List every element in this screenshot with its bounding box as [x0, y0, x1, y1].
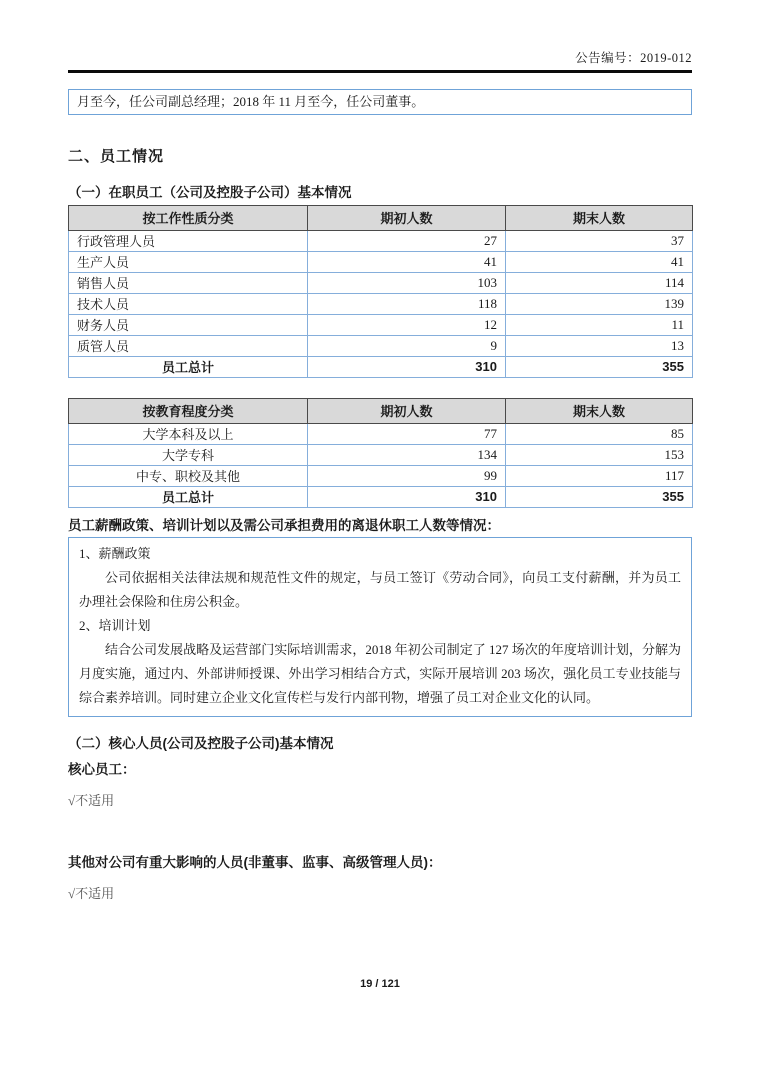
table-row	[69, 272, 693, 293]
begin-count: 12	[308, 314, 506, 335]
core-staff-not-applicable: √不适用	[68, 792, 115, 808]
begin-count: 41	[308, 251, 506, 272]
job-category: 销售人员	[69, 272, 308, 293]
total-label: 员工总计	[69, 356, 308, 377]
bio-continuation-text: 月至今，任公司副总经理；2018 年 11 月至今，任公司董事。	[77, 93, 425, 109]
end-count: 41	[506, 251, 693, 272]
column-header-end-count: 期末人数	[506, 398, 693, 423]
end-count: 139	[506, 293, 693, 314]
total-end-count: 355	[506, 356, 693, 377]
end-count: 114	[506, 272, 693, 293]
bio-continuation-box	[68, 89, 692, 115]
column-header-begin-count: 期初人数	[308, 398, 506, 423]
end-count: 117	[506, 465, 693, 486]
other-staff-label: 其他对公司有重大影响的人员(非董事、监事、高级管理人员)：	[68, 854, 442, 870]
total-begin-count: 310	[308, 486, 506, 507]
column-header-education-category: 按教育程度分类	[69, 398, 308, 423]
table-row	[69, 230, 693, 251]
begin-count: 27	[308, 230, 506, 251]
column-header-job-category: 按工作性质分类	[69, 205, 308, 230]
education-category: 中专、职校及其他	[69, 465, 308, 486]
policy-box	[68, 537, 692, 717]
column-header-end-count: 期末人数	[506, 205, 693, 230]
job-category: 技术人员	[69, 293, 308, 314]
table-row	[69, 465, 693, 486]
end-count: 37	[506, 230, 693, 251]
education-category: 大学专科	[69, 444, 308, 465]
begin-count: 77	[308, 423, 506, 444]
core-staff-label: 核心员工：	[68, 761, 136, 777]
end-count: 85	[506, 423, 693, 444]
subsection-title-active-employees: （一）在职员工（公司及控股子公司）基本情况	[68, 184, 352, 200]
section-title-employees: 二、员工情况	[68, 147, 165, 165]
table-employees-by-job	[68, 205, 693, 378]
total-begin-count: 310	[308, 356, 506, 377]
job-category: 质管人员	[69, 335, 308, 356]
table-row	[69, 293, 693, 314]
end-count: 153	[506, 444, 693, 465]
other-staff-not-applicable: √不适用	[68, 885, 115, 901]
end-count: 13	[506, 335, 693, 356]
total-end-count: 355	[506, 486, 693, 507]
begin-count: 9	[308, 335, 506, 356]
salary-policy-body: 公司依据相关法律法规和规范性文件的规定，与员工签订《劳动合同》，向员工支付薪酬，并为员工办理社会保险和住房公积金。	[79, 569, 681, 609]
document-page	[68, 0, 692, 902]
table-employees-by-education	[68, 398, 693, 508]
job-category: 生产人员	[69, 251, 308, 272]
salary-policy-title: 1、薪酬政策	[79, 545, 151, 561]
total-label: 员工总计	[69, 486, 308, 507]
header-divider	[68, 70, 692, 73]
begin-count: 134	[308, 444, 506, 465]
training-plan-body: 结合公司发展战略及运营部门实际培训需求，2018 年初公司制定了 127 场次的年度培训计划，分解为月度实施，通过内、外部讲师授课、外出学习相结合方式，实际开展培训 203 场次，强化员工专业技能与综合素养培训。同时建立企业文化宣传栏与发行内部刊物，增强了员工对企业文化的认同。	[79, 641, 681, 705]
page-number: 19 / 121	[360, 978, 400, 990]
table-total-row	[69, 486, 693, 507]
job-category: 财务人员	[69, 314, 308, 335]
column-header-begin-count: 期初人数	[308, 205, 506, 230]
education-category: 大学本科及以上	[69, 423, 308, 444]
table-row	[69, 444, 693, 465]
end-count: 11	[506, 314, 693, 335]
job-category: 行政管理人员	[69, 230, 308, 251]
training-plan-title: 2、培训计划	[79, 617, 151, 633]
table-row	[69, 335, 693, 356]
begin-count: 118	[308, 293, 506, 314]
table-row	[69, 423, 693, 444]
policy-section-heading: 员工薪酬政策、培训计划以及需公司承担费用的离退休职工人数等情况：	[68, 517, 500, 533]
table-gap	[68, 378, 692, 394]
table-header-row	[69, 398, 693, 423]
table-total-row	[69, 356, 693, 377]
table-row	[69, 251, 693, 272]
begin-count: 99	[308, 465, 506, 486]
subsection-title-core-staff: （二）核心人员(公司及控股子公司)基本情况	[68, 735, 334, 751]
table-row	[69, 314, 693, 335]
announcement-number: 公告编号：2019-012	[575, 51, 692, 65]
begin-count: 103	[308, 272, 506, 293]
table-header-row	[69, 205, 693, 230]
